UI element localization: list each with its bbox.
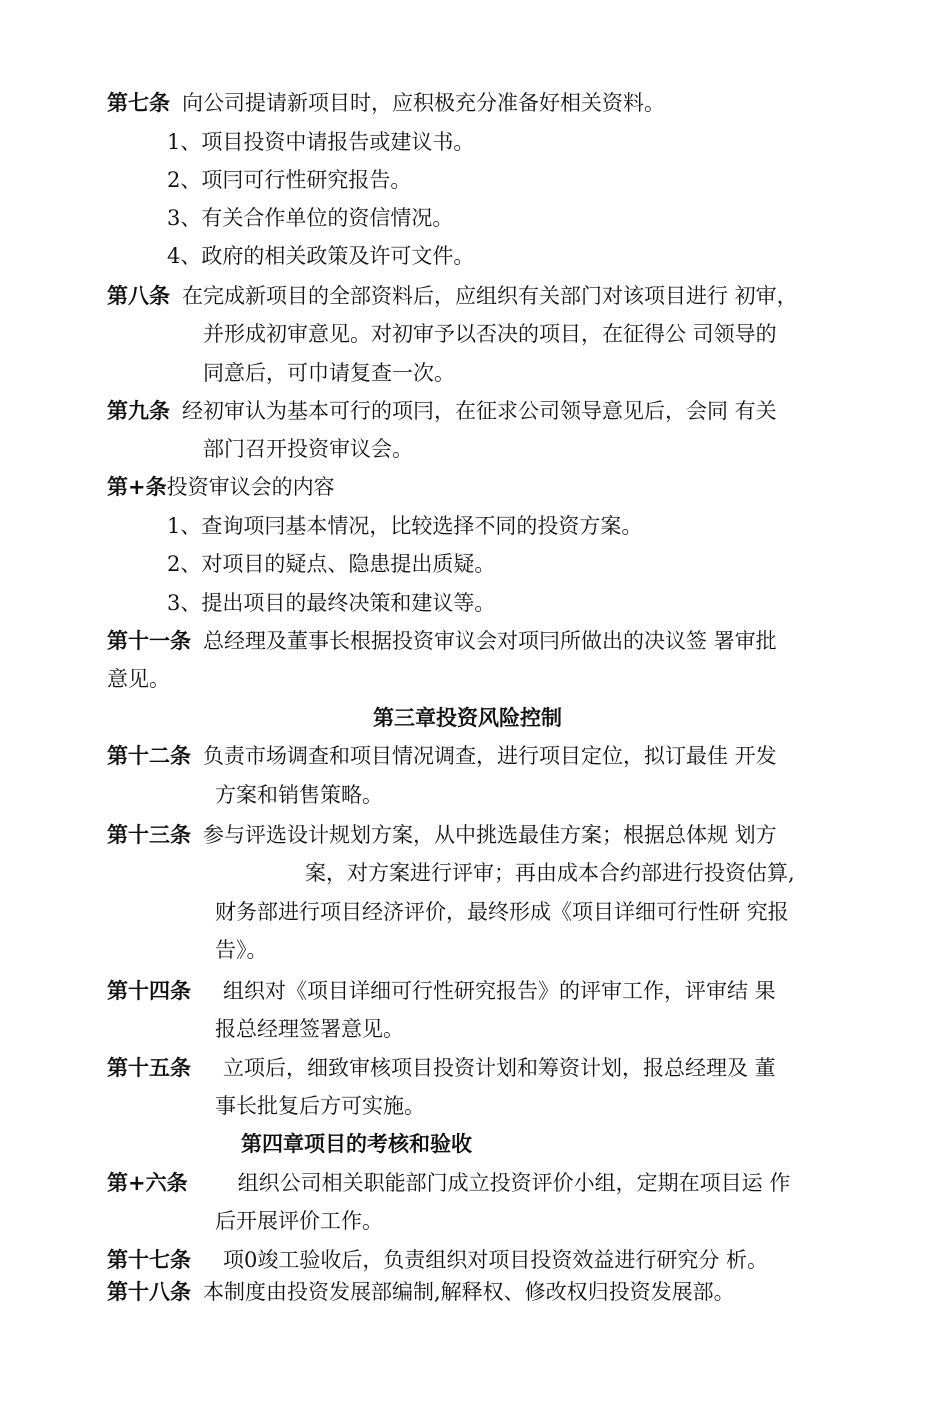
article-14 xyxy=(107,977,776,1005)
article-11-line-2: 意见。 xyxy=(107,667,170,691)
article-14-label: 第十四条 xyxy=(107,979,191,1003)
article-15-line-1: 立项后，细致审核项目投资计划和筹资计划，报总经理及 董 xyxy=(223,1056,776,1080)
article-15 xyxy=(107,1054,776,1082)
article-12-label: 第十二条 xyxy=(107,744,191,768)
article-13-label: 第十三条 xyxy=(107,823,191,847)
article-16-line-1: 组织公司相关职能部门成立投资评价小组，定期在项目运 作 xyxy=(237,1171,791,1195)
article-13-line-2: 案，对方案进行评审；再由成本合约部进行投资估算, xyxy=(305,861,795,885)
article-8-label: 第八条 xyxy=(107,284,170,308)
article-7-item-1: 1、项目投资中请报告或建议书。 xyxy=(167,130,475,154)
article-8 xyxy=(107,282,798,310)
article-17-text: 项0竣工验收后，负责组织对项目投资效益进行研究分 析。 xyxy=(223,1248,769,1272)
article-11 xyxy=(107,627,777,655)
article-10-text: 投资审议会的内容 xyxy=(166,475,335,499)
article-10-item-3: 3、提出项目的最终决策和建议等。 xyxy=(167,591,496,615)
article-16 xyxy=(107,1169,790,1197)
article-8-line-1: 在完成新项目的全部资料后，应组织有关部门对该项目进行 初审， xyxy=(182,284,798,308)
chapter-3-heading: 第三章投资风险控制 xyxy=(373,706,562,730)
article-16-line-2: 后开展评价工作。 xyxy=(215,1209,383,1233)
article-13-line-1: 参与评选设计规划方案，从中挑选最佳方案；根据总体规 划方 xyxy=(203,823,777,847)
article-7 xyxy=(107,89,665,117)
article-17-label: 第十七条 xyxy=(107,1248,191,1272)
article-10-label: 第+条 xyxy=(107,475,167,499)
article-10 xyxy=(107,473,335,501)
article-15-label: 第十五条 xyxy=(107,1056,191,1080)
article-13-line-4: 告》。 xyxy=(215,938,268,962)
article-8-line-2: 并形成初审意见。对初审予以否决的项目，在征得公 司领导的 xyxy=(203,322,777,346)
article-18-text: 本制度由投资发展部编制,解释权、修改权归投资发展部。 xyxy=(203,1280,735,1304)
article-17 xyxy=(107,1246,768,1274)
article-9-line-2: 部门召开投资审议会。 xyxy=(203,437,413,461)
article-10-item-2: 2、对项目的疑点、隐患提出质疑。 xyxy=(167,552,496,576)
article-9-line-1: 经初审认为基本可行的项冃，在征求公司领导意见后，会同 有关 xyxy=(182,399,777,423)
article-18-label: 第十八条 xyxy=(107,1280,191,1304)
article-7-item-4: 4、政府的相关政策及许可文件。 xyxy=(167,244,475,268)
article-12-line-1: 负责市场调查和项目情况调查，进行项目定位，拟订最佳 开发 xyxy=(203,744,777,768)
article-12 xyxy=(107,742,777,770)
article-14-line-2: 报总经理签署意见。 xyxy=(215,1017,404,1041)
article-16-label: 第+六条 xyxy=(107,1171,188,1195)
article-9 xyxy=(107,397,777,425)
article-10-item-1: 1、查询项冃基本情况，比较选择不同的投资方案。 xyxy=(167,514,643,538)
article-11-line-1: 总经理及董事长根据投资审议会对项冃所做出的决议签 署审批 xyxy=(203,629,777,653)
article-13 xyxy=(107,821,777,849)
article-11-label: 第十一条 xyxy=(107,629,191,653)
article-7-label: 第七条 xyxy=(107,91,170,115)
article-8-line-3: 同意后，可巾请复查一次。 xyxy=(203,361,455,385)
article-14-line-1: 组织对《项目详细可行性研究报告》的评审工作，评审结 果 xyxy=(223,979,776,1003)
article-7-item-2: 2、项冃可行性研究报告。 xyxy=(167,168,412,192)
article-12-line-2: 方案和销售策略。 xyxy=(215,783,383,807)
article-18 xyxy=(107,1278,735,1306)
article-9-label: 第九条 xyxy=(107,399,170,423)
article-15-line-2: 事长批复后方可实施。 xyxy=(215,1094,425,1118)
chapter-4-heading: 第四章项目的考核和验收 xyxy=(241,1132,472,1156)
article-7-text: 向公司提请新项目时，应积极充分准备好相关资料。 xyxy=(182,91,665,115)
article-13-line-3: 财务部进行项目经济评价，最终形成《项目详细可行性研 究报 xyxy=(215,900,789,924)
article-7-item-3: 3、有关合作单位的资信情况。 xyxy=(167,206,454,230)
